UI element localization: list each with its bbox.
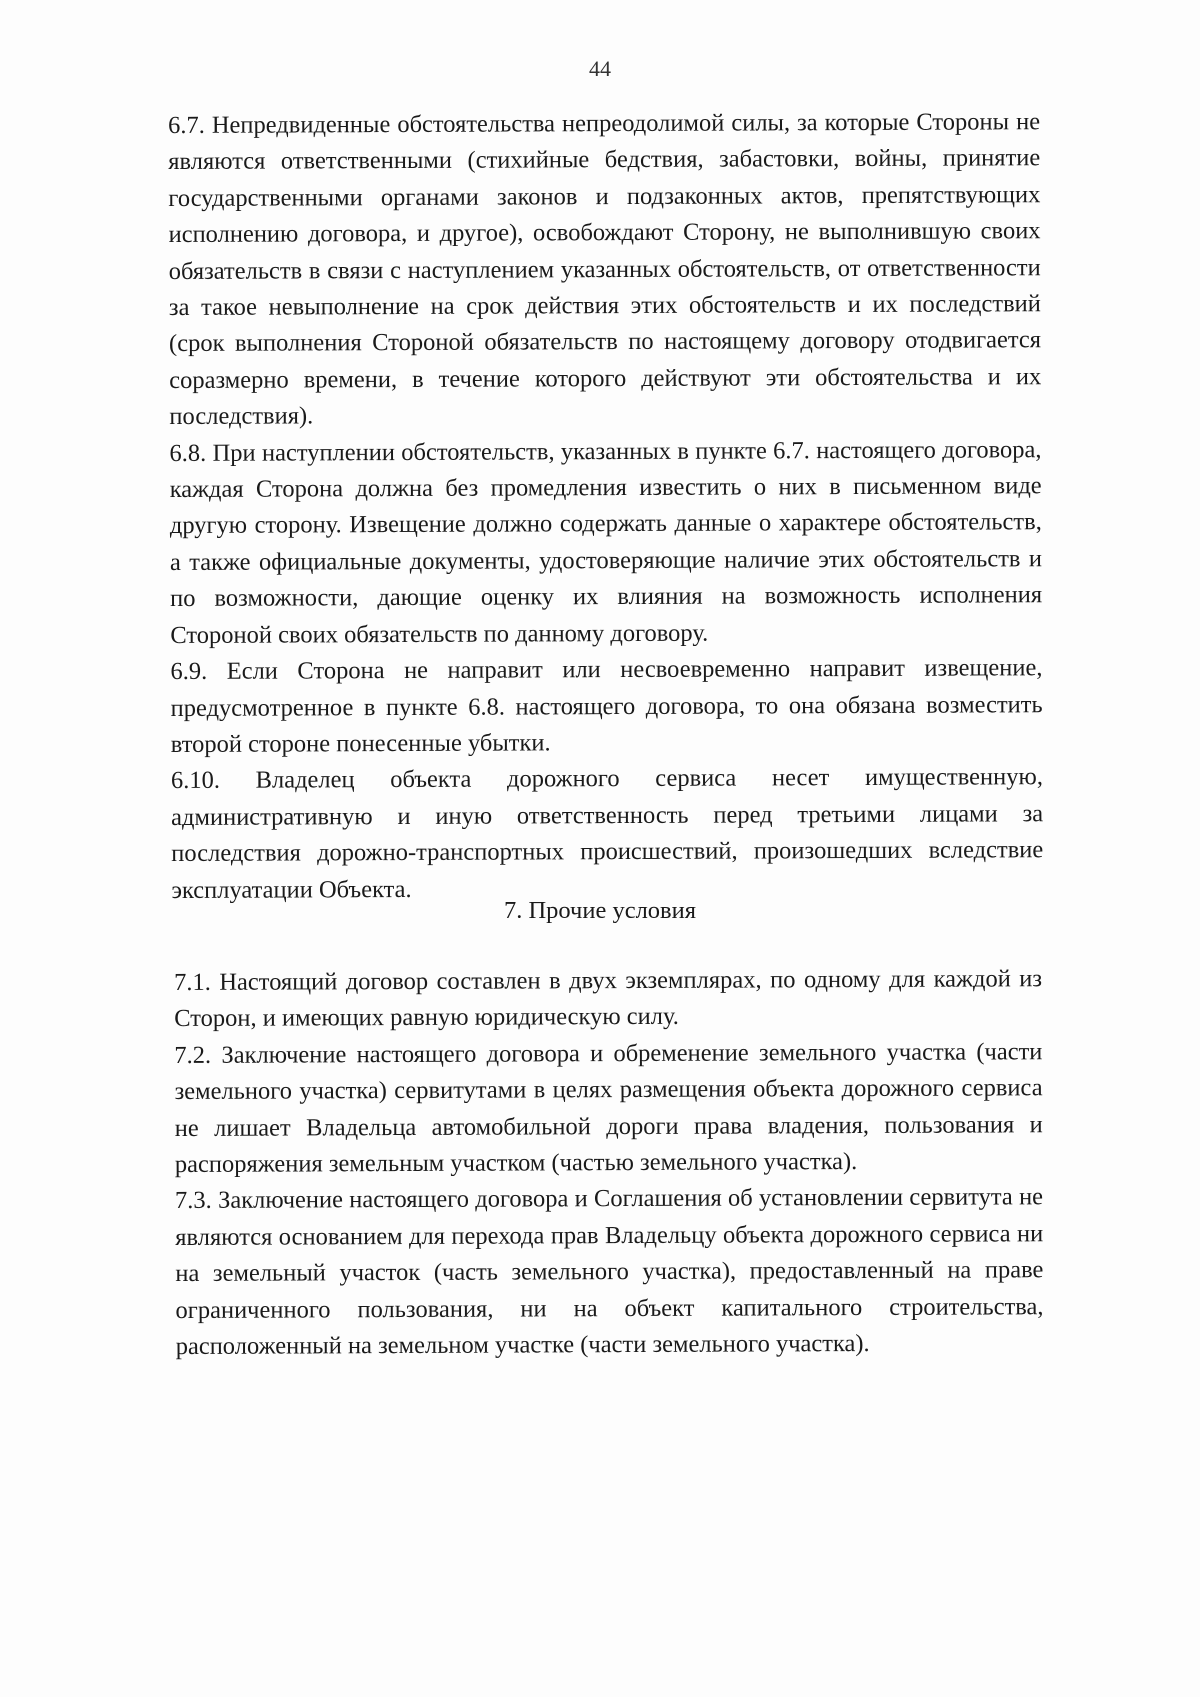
page-number: 44	[589, 56, 611, 81]
section-6-clauses	[168, 104, 1043, 909]
clause-7-2: 7.2. Заключение настоящего договора и обременение земельного участка (части земельного участка) сервитутами в целях размещения объекта дорожного сервиса не лишает Владельца автомобильной дороги права владения, пользования и распоряжения земельным участком (частью земельного участка).	[174, 1038, 1043, 1179]
clause-6-9: 6.9. Если Сторона не направит или несвоевременно направит извещение, предусмотренное в пункте 6.8. настоящего договора, то она обязана возместить второй стороне понесенные убытки.	[170, 654, 1043, 758]
clause-6-10: 6.10. Владелец объекта дорожного сервиса несет имущественную, административную и иную ответственность перед третьими лицами за последствия дорожно-транспортных происшествий, произошедших вследствие эксплуатации Объекта.	[170, 763, 1044, 904]
clause-6-8: 6.8. При наступлении обстоятельств, указанных в пункте 6.7. настоящего договора, каждая Сторона должна без промедления известить о них в письменном виде другую сторону. Извещение должно содержать данные о характере обстоятельств, а также официальные документы, удостоверяющие наличие этих обстоятельств и по возможности, дающие оценку их влияния на возможность исполнения Стороной своих обязательств по данному договору.	[169, 435, 1043, 649]
section-7-title: 7. Прочие условия	[503, 897, 697, 924]
clause-6-7: 6.7. Непредвиденные обстоятельства непреодолимой силы, за которые Стороны не являются ответственными (стихийные бедствия, забастовки, войны, принятие государственными органами законов и подзаконных актов, препятствующих исполнению договора, и другое), освобождают Сторону, не выполнившую своих обязательств в связи с наступлением указанных обстоятельств, от ответственности за такое невыполнение на срок действия этих обстоятельств и их последствий (срок выполнения Стороной обязательств по настоящему договору отодвигается соразмерно времени, в течение которого действуют эти обстоятельства и их последствия).	[168, 108, 1042, 431]
clause-7-3: 7.3. Заключение настоящего договора и Соглашения об установлении сервитута не являются основанием для перехода прав Владельцу объекта дорожного сервиса ни на земельный участок (часть земельного участка), предоставленный на праве ограниченного пользования, ни на объект капитального строительства, расположенный на земельном участке (части земельного участка).	[174, 1183, 1044, 1361]
section-7-clauses	[174, 961, 1044, 1365]
clause-7-1: 7.1. Настоящий договор составлен в двух экземплярах, по одному для каждой из Сторон, и имеющих равную юридическую силу.	[174, 965, 1043, 1033]
